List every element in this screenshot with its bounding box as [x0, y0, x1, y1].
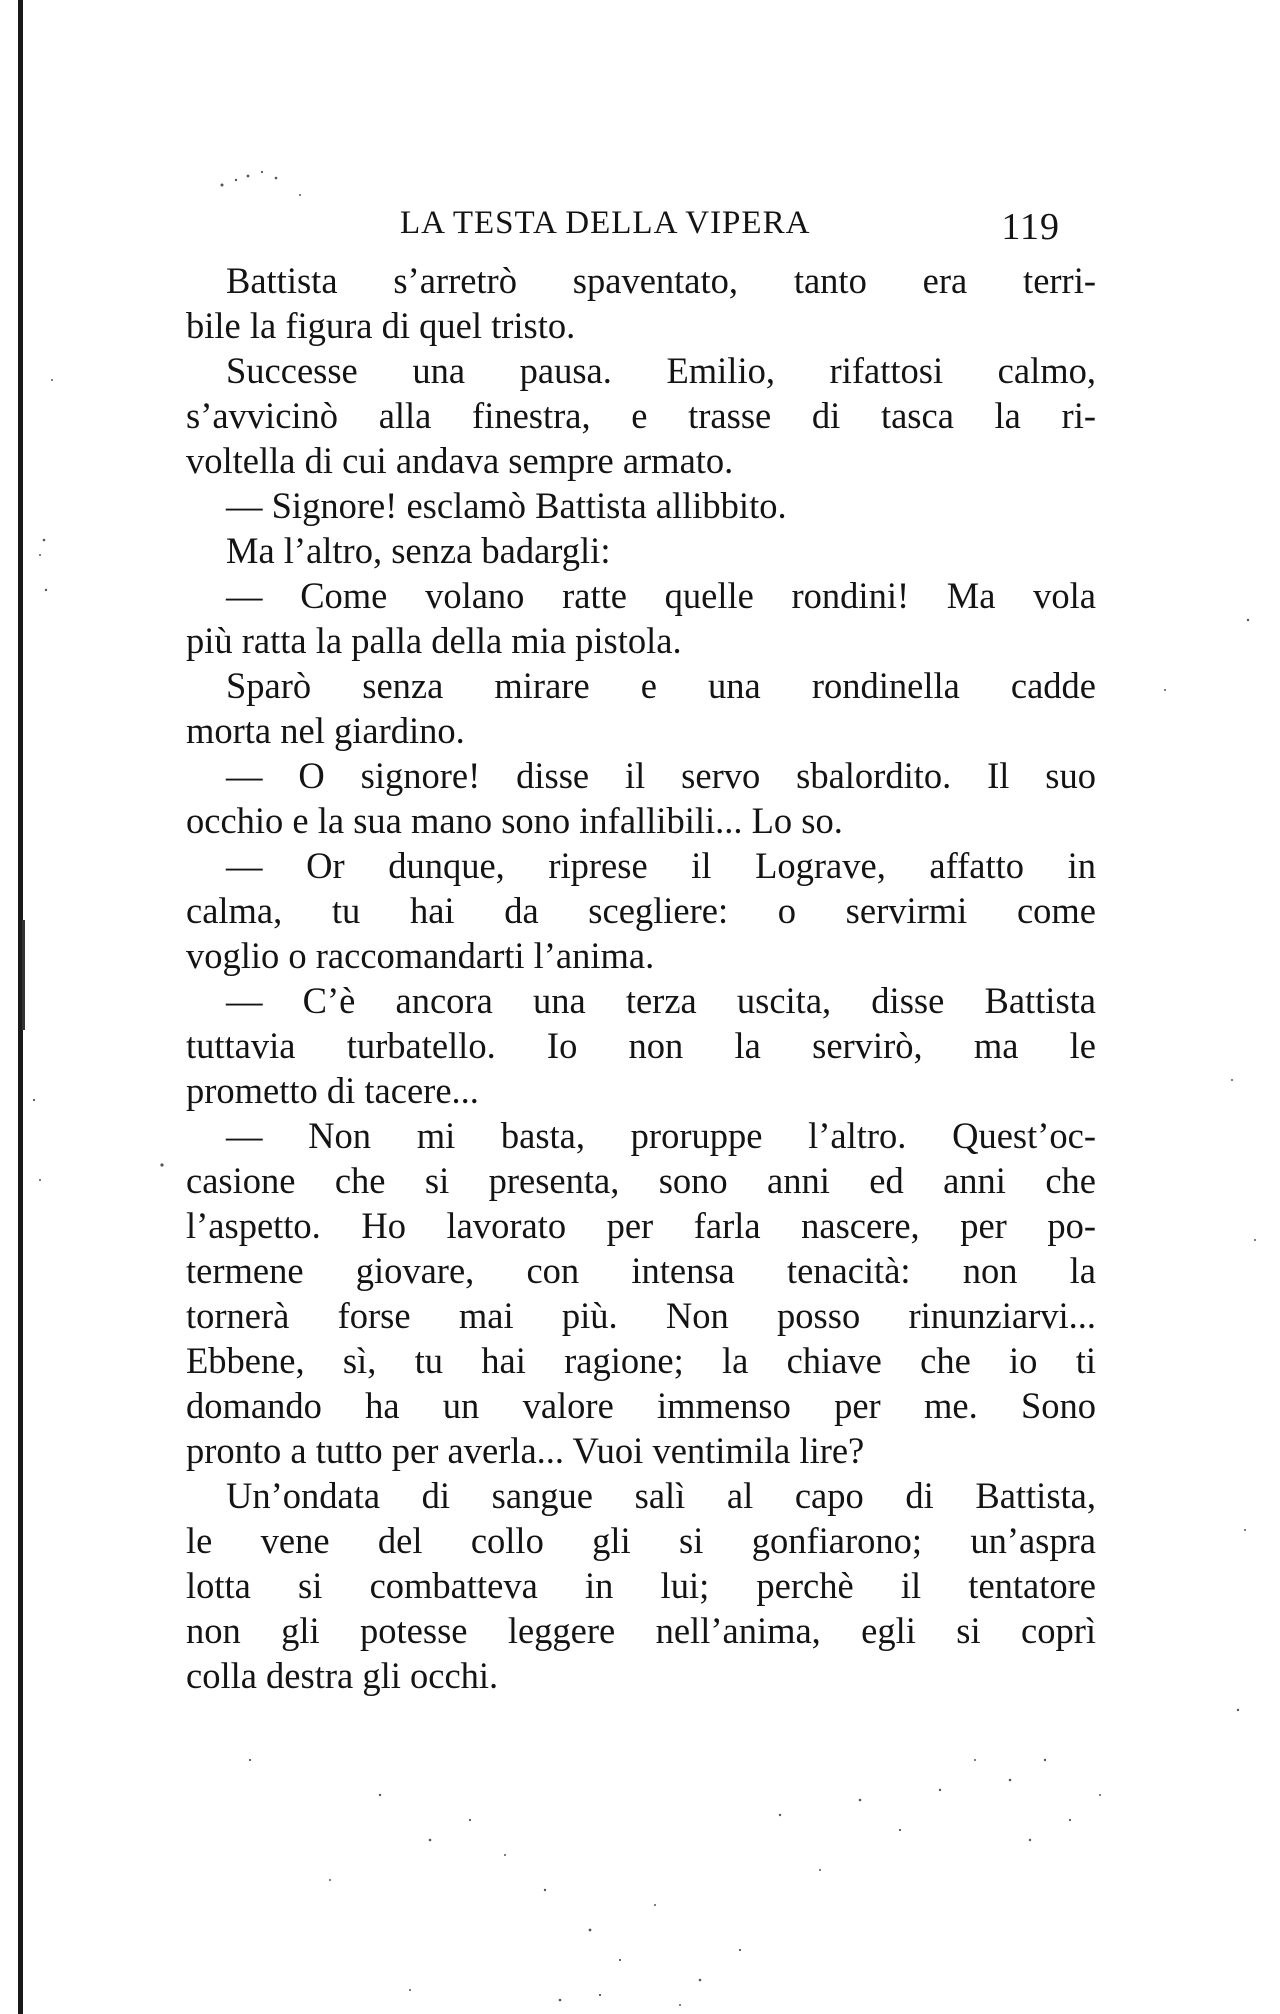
text-line: Sparò senza mirare e una rondinella cadde: [226, 665, 1096, 706]
text-line: più ratta la palla della mia pistola.: [186, 620, 682, 661]
running-title: LA TESTA DELLA VIPERA: [400, 205, 811, 241]
body-text: [186, 258, 1096, 1698]
text-line: pronto a tutto per averla... Vuoi ventimila lire?: [186, 1430, 865, 1471]
text-line: domando ha un valore immenso per me. Sono: [186, 1385, 1096, 1426]
text-line: non gli potesse leggere nell’anima, egli si coprì: [186, 1610, 1096, 1651]
text-line: Ma l’altro, senza badargli:: [226, 530, 611, 571]
binding-notch: [22, 920, 39, 1030]
text-line: — C’è ancora una terza uscita, disse Battista: [226, 980, 1096, 1021]
text-line: voglio o raccomandarti l’anima.: [186, 935, 655, 976]
text-line: le vene del collo gli si gonfiarono; un’aspra: [186, 1520, 1096, 1561]
page-number: 119: [1001, 206, 1060, 248]
text-line: — O signore! disse il servo sbalordito. Il suo: [226, 755, 1096, 796]
text-line: Ebbene, sì, tu hai ragione; la chiave che io ti: [186, 1340, 1096, 1381]
text-line: — Come volano ratte quelle rondini! Ma vola: [226, 575, 1096, 616]
text-line: casione che si presenta, sono anni ed anni che: [186, 1160, 1096, 1201]
text-line: calma, tu hai da scegliere: o servirmi come: [186, 890, 1096, 931]
text-line: colla destra gli occhi.: [186, 1655, 499, 1696]
text-line: morta nel giardino.: [186, 710, 465, 751]
text-line: — Or dunque, riprese il Lograve, affatto in: [226, 845, 1096, 886]
text-line: — Signore! esclamò Battista allibbito.: [226, 485, 787, 526]
text-line: — Non mi basta, proruppe l’altro. Quest’oc-: [226, 1115, 1096, 1156]
text-line: Battista s’arretrò spaventato, tanto era terri-: [226, 260, 1096, 301]
text-line: Un’ondata di sangue salì al capo di Battista,: [226, 1475, 1096, 1516]
text-line: termene giovare, con intensa tenacità: non la: [186, 1250, 1096, 1291]
text-line: occhio e la sua mano sono infallibili... Lo so.: [186, 800, 843, 841]
text-line: Successe una pausa. Emilio, rifattosi calmo,: [226, 350, 1096, 391]
text-line: voltella di cui andava sempre armato.: [186, 440, 734, 481]
text-line: tornerà forse mai più. Non posso rinunziarvi...: [186, 1295, 1096, 1336]
text-line: l’aspetto. Ho lavorato per farla nascere, per po-: [186, 1205, 1096, 1246]
text-line: tuttavia turbatello. Io non la servirò, ma le: [186, 1025, 1096, 1066]
text-line: s’avvicinò alla finestra, e trasse di tasca la ri-: [186, 395, 1096, 436]
text-line: bile la figura di quel tristo.: [186, 305, 576, 346]
text-line: prometto di tacere...: [186, 1070, 479, 1111]
page-header: [400, 205, 1060, 248]
text-line: lotta si combatteva in lui; perchè il tentatore: [186, 1565, 1096, 1606]
